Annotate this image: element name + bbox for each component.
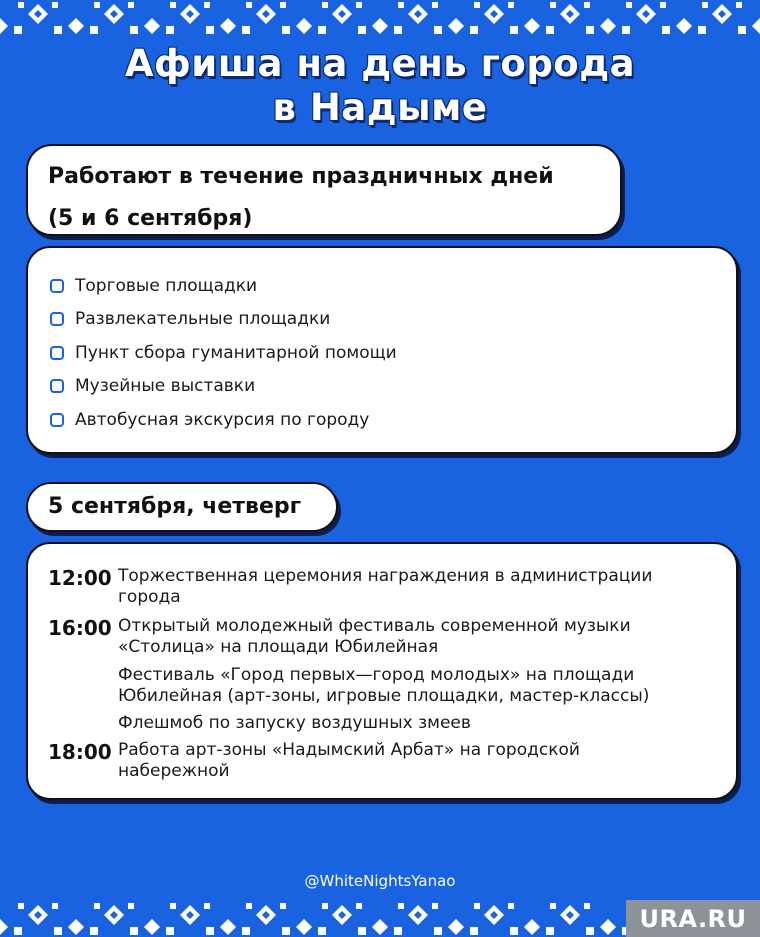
event-description	[118, 566, 728, 608]
event-line: Юбилейная (арт-зоны, игровые площадки, мастер-классы)	[118, 686, 650, 706]
list-item-label: Торговые площадки	[75, 276, 258, 296]
checkbox-icon	[50, 346, 64, 360]
schedule-card	[26, 542, 738, 800]
checkbox-icon	[50, 379, 64, 393]
list-item-label: Развлекательные площадки	[75, 309, 331, 329]
event-line: Работа арт-зоны «Надымский Арбат» на городской	[118, 740, 580, 760]
checkbox-icon	[50, 312, 64, 326]
list-item-label: Музейные выставки	[75, 376, 256, 396]
title-line-2: в Надыме	[272, 86, 488, 129]
holiday-days-line-1: Работают в течение праздничных дней	[48, 164, 554, 189]
event-line: Торжественная церемония награждения в администрации	[118, 566, 653, 586]
list-item	[50, 274, 257, 298]
holiday-days-line-2: (5 и 6 сентября)	[48, 206, 253, 231]
event-description	[118, 740, 728, 782]
event-time: 18:00	[48, 740, 112, 764]
page-title	[0, 42, 760, 130]
event-line: набережной	[118, 761, 230, 781]
facilities-card	[26, 246, 738, 454]
checkbox-icon	[50, 279, 64, 293]
event-line: Флешмоб по запуску воздушных змеев	[118, 713, 471, 733]
event-time: 16:00	[48, 616, 112, 640]
list-item-label: Автобусная экскурсия по городу	[75, 410, 370, 430]
event-line: Фестиваль «Город первых—город молодых» на площади	[118, 665, 635, 685]
event-time: 12:00	[48, 566, 112, 590]
list-item-label: Пункт сбора гуманитарной помощи	[75, 343, 397, 363]
checkbox-icon	[50, 413, 64, 427]
event-description	[118, 665, 728, 707]
event-line: Открытый молодежный фестиваль современной музыки	[118, 616, 631, 636]
day-heading: 5 сентября, четверг	[26, 482, 338, 532]
holiday-days-heading	[26, 144, 622, 236]
social-handle: @WhiteNightsYanao	[304, 872, 456, 890]
event-description	[118, 616, 728, 658]
list-item	[50, 408, 369, 432]
event-line: города	[118, 587, 181, 607]
list-item	[50, 341, 397, 365]
title-line-1: Афиша на день города	[124, 42, 636, 85]
watermark-badge: URA.RU	[626, 900, 760, 937]
list-item	[50, 374, 255, 398]
top-ornament-border	[0, 0, 760, 36]
list-item	[50, 307, 330, 331]
event-line: «Столица» на площади Юбилейная	[118, 637, 439, 657]
event-description	[118, 713, 728, 734]
